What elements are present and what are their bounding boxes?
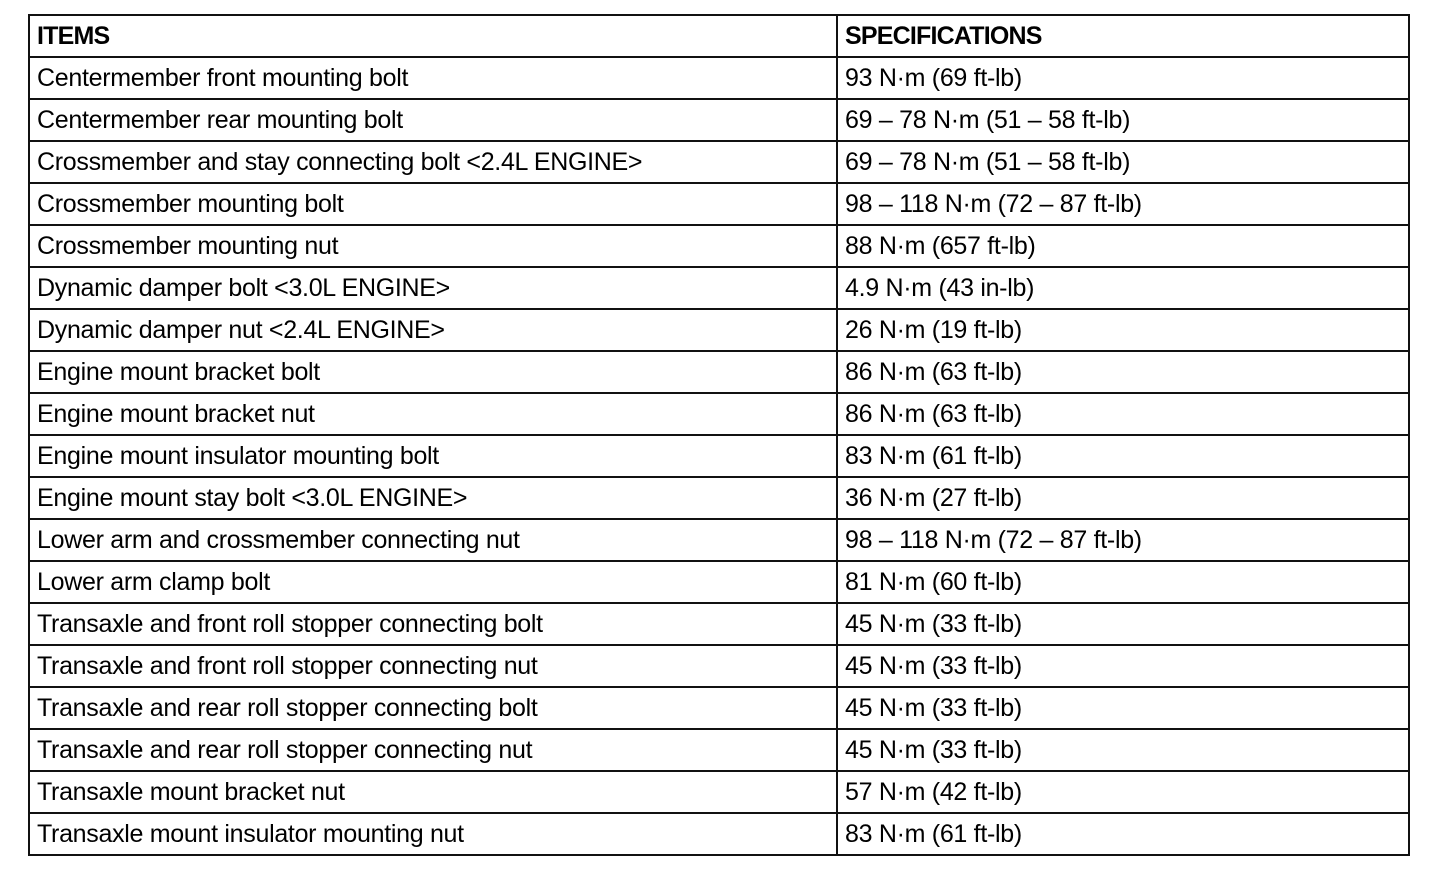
table-row — [29, 561, 1409, 603]
item-cell: Transaxle and front roll stopper connecting nut — [29, 645, 837, 687]
spec-cell: 86 N·m (63 ft-lb) — [837, 393, 1409, 435]
table-row — [29, 57, 1409, 99]
spec-cell: 45 N·m (33 ft-lb) — [837, 645, 1409, 687]
spec-cell: 45 N·m (33 ft-lb) — [837, 687, 1409, 729]
column-header-specifications: SPECIFICATIONS — [837, 15, 1409, 57]
table-row — [29, 645, 1409, 687]
item-cell: Centermember rear mounting bolt — [29, 99, 837, 141]
table-row — [29, 603, 1409, 645]
table-body — [29, 57, 1409, 855]
table-row — [29, 687, 1409, 729]
spec-cell: 69 – 78 N·m (51 – 58 ft-lb) — [837, 99, 1409, 141]
table-row — [29, 519, 1409, 561]
table-row — [29, 477, 1409, 519]
table-row — [29, 309, 1409, 351]
table-header-row — [29, 15, 1409, 57]
spec-cell: 83 N·m (61 ft-lb) — [837, 813, 1409, 855]
table-row — [29, 141, 1409, 183]
item-cell: Dynamic damper nut <2.4L ENGINE> — [29, 309, 837, 351]
table-row — [29, 99, 1409, 141]
item-cell: Transaxle mount bracket nut — [29, 771, 837, 813]
spec-cell: 45 N·m (33 ft-lb) — [837, 729, 1409, 771]
spec-cell: 86 N·m (63 ft-lb) — [837, 351, 1409, 393]
item-cell: Transaxle and rear roll stopper connecting nut — [29, 729, 837, 771]
table-row — [29, 225, 1409, 267]
item-cell: Lower arm and crossmember connecting nut — [29, 519, 837, 561]
table-row — [29, 351, 1409, 393]
item-cell: Transaxle and front roll stopper connecting bolt — [29, 603, 837, 645]
item-cell: Engine mount insulator mounting bolt — [29, 435, 837, 477]
table-row — [29, 393, 1409, 435]
spec-cell: 26 N·m (19 ft-lb) — [837, 309, 1409, 351]
spec-cell: 69 – 78 N·m (51 – 58 ft-lb) — [837, 141, 1409, 183]
table-row — [29, 771, 1409, 813]
table-row — [29, 813, 1409, 855]
item-cell: Transaxle and rear roll stopper connecting bolt — [29, 687, 837, 729]
item-cell: Crossmember mounting nut — [29, 225, 837, 267]
item-cell: Transaxle mount insulator mounting nut — [29, 813, 837, 855]
item-cell: Centermember front mounting bolt — [29, 57, 837, 99]
item-cell: Engine mount bracket bolt — [29, 351, 837, 393]
spec-cell: 45 N·m (33 ft-lb) — [837, 603, 1409, 645]
item-cell: Lower arm clamp bolt — [29, 561, 837, 603]
table-row — [29, 729, 1409, 771]
table-row — [29, 435, 1409, 477]
spec-cell: 57 N·m (42 ft-lb) — [837, 771, 1409, 813]
item-cell: Engine mount stay bolt <3.0L ENGINE> — [29, 477, 837, 519]
spec-cell: 36 N·m (27 ft-lb) — [837, 477, 1409, 519]
spec-cell: 4.9 N·m (43 in-lb) — [837, 267, 1409, 309]
spec-cell: 88 N·m (657 ft-lb) — [837, 225, 1409, 267]
torque-spec-table — [28, 14, 1410, 856]
item-cell: Dynamic damper bolt <3.0L ENGINE> — [29, 267, 837, 309]
item-cell: Engine mount bracket nut — [29, 393, 837, 435]
spec-cell: 81 N·m (60 ft-lb) — [837, 561, 1409, 603]
item-cell: Crossmember and stay connecting bolt <2.4L ENGINE> — [29, 141, 837, 183]
spec-cell: 83 N·m (61 ft-lb) — [837, 435, 1409, 477]
table-row — [29, 267, 1409, 309]
spec-cell: 98 – 118 N·m (72 – 87 ft-lb) — [837, 519, 1409, 561]
table-row — [29, 183, 1409, 225]
item-cell: Crossmember mounting bolt — [29, 183, 837, 225]
spec-cell: 98 – 118 N·m (72 – 87 ft-lb) — [837, 183, 1409, 225]
column-header-items: ITEMS — [29, 15, 837, 57]
spec-cell: 93 N·m (69 ft-lb) — [837, 57, 1409, 99]
